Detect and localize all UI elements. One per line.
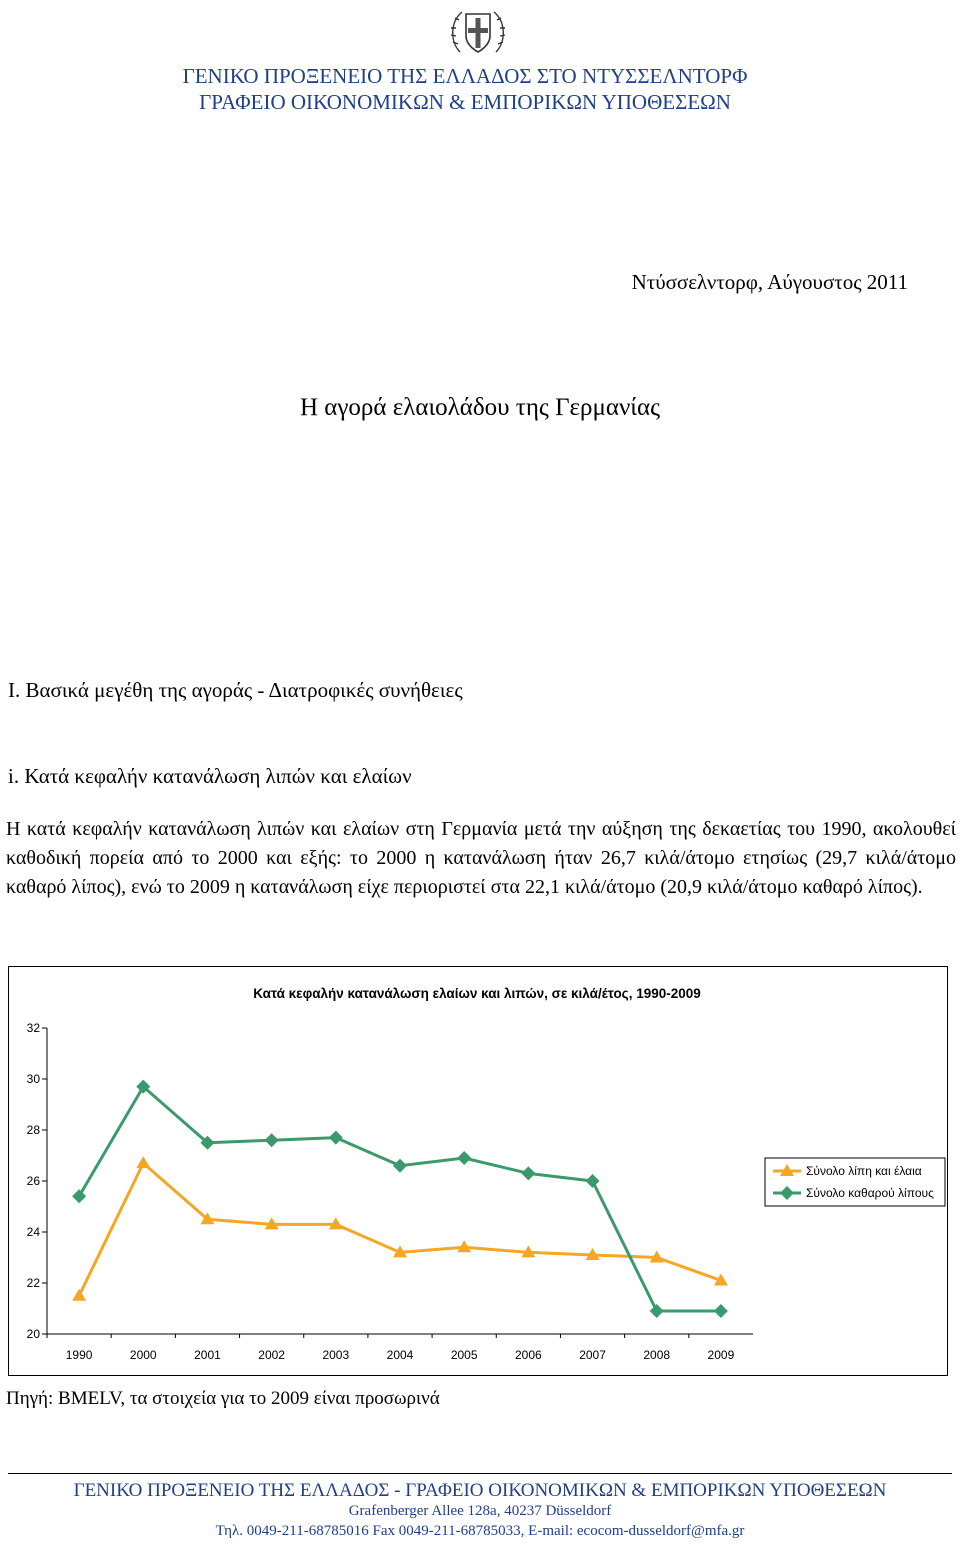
chart-canvas [9,967,947,1375]
body-paragraph: Η κατά κεφαλήν κατανάλωση λιπών και ελαίων στη Γερμανία μετά την αύξηση της δεκαετίας του 1990, ακολουθεί καθοδική πορεία από το 2000 και εξής: το 2000 η κατανάλωση ήταν 26,7 κιλά/άτομο ετησίως (29,7 κιλά/άτομο καθαρό λίπος), ενώ το 2009 η κατανάλωση είχε περιοριστεί στα 22,1 κιλά/άτομο (20,9 κιλά/άτομο καθαρό λίπος). [6,818,956,898]
x-tick-label: 2000 [129,1348,157,1362]
y-tick-label: 20 [26,1327,40,1341]
x-tick-label: 2005 [450,1348,478,1362]
data-point-2 [329,1131,343,1145]
x-tick-label: 2004 [386,1348,414,1362]
legend-label-2: Σύνολο καθαρού λίπους [806,1186,934,1200]
y-tick-label: 22 [26,1276,40,1290]
data-point-2 [265,1133,279,1147]
x-tick-label: 2008 [643,1348,671,1362]
data-point-1 [136,1156,150,1168]
header-line-2: ΓΡΑΦΕΙΟ ΟΙΚΟΝΟΜΙΚΩΝ & ΕΜΠΟΡΙΚΩΝ ΥΠΟΘΕΣΕΩΝ [199,90,731,114]
x-tick-label: 2003 [322,1348,350,1362]
legend-label-1: Σύνολο λίπη και έλαια [806,1164,922,1178]
data-point-2 [457,1151,471,1165]
x-tick-label: 2007 [579,1348,606,1362]
footer-address: Grafenberger Allee 128a, 40237 Düsseldorf [348,1503,612,1519]
x-tick-label: 2001 [194,1348,221,1362]
y-tick-label: 24 [26,1225,40,1239]
chart-title: Κατά κεφαλήν κατανάλωση ελαίων και λιπών, σε κιλά/έτος, 1990-2009 [253,986,701,1001]
data-point-2 [72,1189,86,1203]
section-heading: Ι. Βασικά μεγέθη της αγοράς - Διατροφικές συνήθειες [8,678,463,702]
x-tick-label: 1990 [65,1348,93,1362]
series-line-2 [79,1087,721,1311]
data-point-2 [521,1166,535,1180]
data-point-2 [393,1159,407,1173]
data-point-1 [72,1289,86,1301]
header-line-1: ΓΕΝΙΚΟ ΠΡΟΞΕΝΕΙΟ ΤΗΣ ΕΛΛΑΔΟΣ ΣΤΟ ΝΤΥΣΣΕΛΝΤΟΡΦ [182,64,748,88]
y-tick-label: 26 [26,1174,40,1188]
source-note: Πηγή: BMELV, τα στοιχεία για το 2009 είναι προσωρινά [6,1388,440,1409]
x-tick-label: 2002 [258,1348,285,1362]
coat-of-arms-icon [448,6,508,58]
consumption-chart [8,966,948,1376]
data-point-2 [714,1304,728,1318]
series-line-1 [79,1163,721,1296]
y-tick-label: 32 [26,1021,40,1035]
y-tick-label: 30 [26,1072,40,1086]
footer-line-1: ΓΕΝΙΚΟ ΠΡΟΞΕΝΕΙΟ ΤΗΣ ΕΛΛΑΔΟΣ - ΓΡΑΦΕΙΟ ΟΙΚΟΝΟΜΙΚΩΝ & ΕΜΠΟΡΙΚΩΝ ΥΠΟΘΕΣΕΩΝ [73,1480,887,1501]
data-point-2 [586,1174,600,1188]
y-tick-label: 28 [26,1123,40,1137]
document-title: Η αγορά ελαιολάδου της Γερμανίας [299,394,661,421]
footer-divider [8,1473,952,1474]
data-point-2 [650,1304,664,1318]
footer-contact: Τηλ. 0049-211-68785016 Fax 0049-211-68785033, E-mail: ecocom-dusseldorf@mfa.gr [215,1523,745,1539]
document-date: Ντύσσελντορφ, Αύγουστος 2011 [631,270,908,294]
x-tick-label: 2006 [515,1348,542,1362]
x-tick-label: 2009 [707,1348,735,1362]
subsection-heading: i. Κατά κεφαλήν κατανάλωση λιπών και ελαίων [8,764,412,788]
